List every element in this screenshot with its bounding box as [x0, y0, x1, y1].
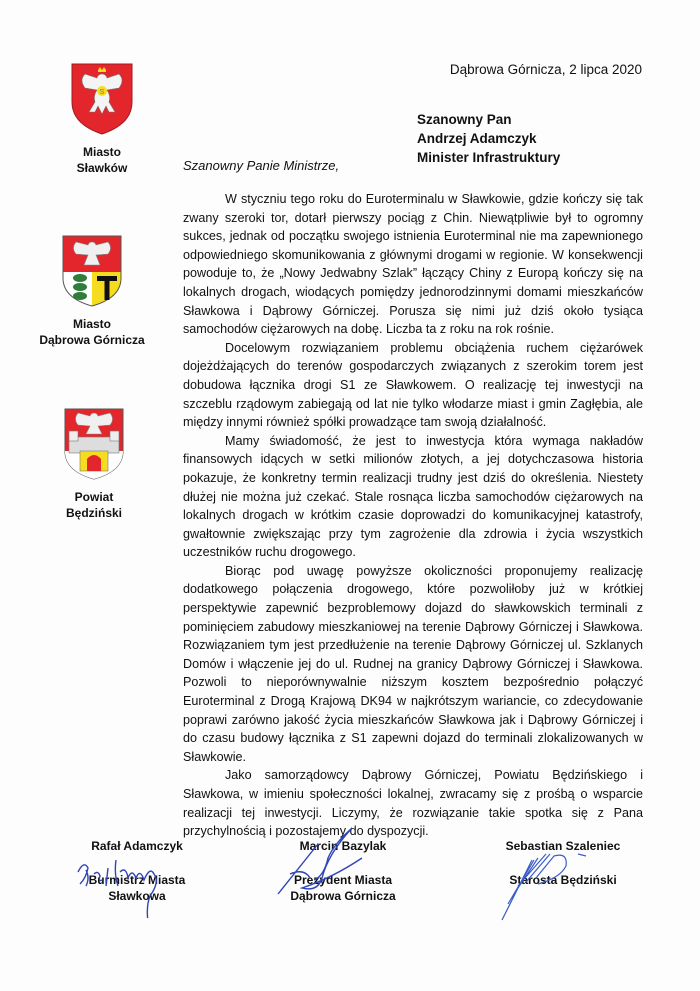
paragraph: Jako samorządowcy Dąbrowy Górniczej, Powiatu Będzińskiego i Sławkowa, w imieniu społeczności lokalnej, zwracamy się z prośbą o wsparcie realizacji tej inwestycji. Liczymy, że rozwiązanie takie spotka się z Pana przychylnością i pozostajemy do dyspozycji. [183, 768, 643, 839]
svg-text:S: S [99, 89, 105, 96]
signatory-title-line2: Sławkowa [108, 889, 166, 903]
crest-label-line2: Dąbrowa Górnicza [39, 333, 145, 347]
coat-of-arms-dabrowa-gornicza-icon [61, 234, 123, 308]
signatory-title-line2: Dąbrowa Górnicza [290, 889, 396, 903]
crest-label-line1: Miasto [82, 145, 121, 159]
coat-of-arms-slawkow-icon [70, 62, 134, 136]
signature-block-starosta [498, 838, 628, 888]
crest-label-line2: Będziński [65, 506, 122, 520]
recipient-block [417, 110, 560, 167]
paragraph: Biorąc pod uwagę powyższe okoliczności proponujemy realizację dodatkowego połączenia drogowego, które pozwoliłoby już w krótkiej perspektywie zapewnić bezproblemowy dojazd do sławkowskich terminali z pominięciem zabudowy mieszkaniowej na terenie Dąbrowy Górniczej i Sławkowa. Rozwiązaniem tym jest przedłużenie na terenie Dąbrowy Górniczej ul. Szklanych Domów i włączenie jej do ul. Rudnej na granicy Dąbrowy Górniczej i Sławkowa. Pozwoli to nieporównywalnie niższym kosztem bezpośrednio połączyć Euroterminal z Drogą Krajową DK94 w najkrótszym wariancie, co zdecydowanie poprawi zarówno jakość życia mieszkańców Sławkowa jak i Dąbrowy Górniczej i do czasu budowy łącznika z S1 zapewni dojazd do terminali zlokalizowanych w Sławkowie. [183, 563, 643, 764]
signatory-title-line1: Prezydent Miasta [293, 873, 393, 887]
crest-dabrowa-gornicza [32, 234, 152, 348]
salutation: Szanowny Panie Ministrze, [183, 158, 340, 173]
crest-slawkow [42, 62, 162, 176]
recipient-line1: Szanowny Pan [417, 112, 512, 127]
signatory-title-line1: Starosta Będziński [509, 873, 617, 887]
signature-block-prezydent [278, 838, 408, 904]
paragraph: Docelowym rozwiązaniem problemu obciążenia ruchem ciężarówek dojeżdżających do terenów gospodarczych związanych z szerokim torem jest dobudowa łącznika drogi S1 ze Sławkowem. O realizację tej inwestycji na szczeblu rządowym zabiegają od lat nie tylko włodarze miast i gmin Zagłębia, ale między innymi również spółki prowadzące tam swoją działalność. [183, 340, 643, 430]
letter-date: Dąbrowa Górnicza, 2 lipca 2020 [449, 62, 642, 77]
paragraph: W styczniu tego roku do Euroterminalu w Sławkowie, gdzie kończy się tak zwany szeroki tor, dotarł pierwszy pociąg z Chin. Niewątpliwie był to ogromny sukces, jednak od początku swojego istnienia Euroterminal nie ma zapewnionego odpowiedniego skomunikowania z głównymi drogami w regionie. W konsekwencji powoduje to, że „Nowy Jedwabny Szlak” łączący Chiny z Europą kończy się na lokalnych drogach, wiodących pomiędzy jednorodzinnymi domami mieszkańców Sławkowa i Dąbrowy Górniczej. Porusza się nimi już dziś około tysiąca samochodów ciężarowych na dobę. Liczba ta z roku na rok rośnie. [183, 192, 643, 337]
crest-label-line1: Miasto [72, 317, 111, 331]
signatory-title-line1: Burmistrz Miasta [88, 873, 186, 887]
coat-of-arms-powiat-bedzinski-icon [63, 407, 125, 481]
signatory-name: Marcin Bazylak [299, 839, 387, 853]
crest-label-line1: Powiat [74, 490, 114, 504]
paragraph: Mamy świadomość, że jest to inwestycja która wymaga nakładów finansowych idących w setki milionów złotych, a jej dotychczasowa historia pokazuje, że konkretny termin realizacji trudny jest dziś do określenia. Niestety dłużej nie można już czekać. Stale rosnąca liczba samochodów ciężarowych na lokalnych drogach w krótkim czasie doprowadzi do komunikacyjnej katastrofy, gwałtownie zwiększając przy tym zagrożenie dla zdrowia i życia wszystkich uczestników ruchu drogowego. [183, 433, 643, 560]
signature-block-burmistrz [72, 838, 202, 904]
letter-body [183, 190, 643, 841]
signatory-name: Sebastian Szaleniec [505, 839, 621, 853]
recipient-name: Andrzej Adamczyk [417, 131, 537, 146]
signatory-name: Rafał Adamczyk [91, 839, 183, 853]
recipient-title: Minister Infrastruktury [417, 150, 561, 165]
crest-powiat-bedzinski [34, 407, 154, 521]
crest-label-line2: Sławków [76, 161, 128, 175]
